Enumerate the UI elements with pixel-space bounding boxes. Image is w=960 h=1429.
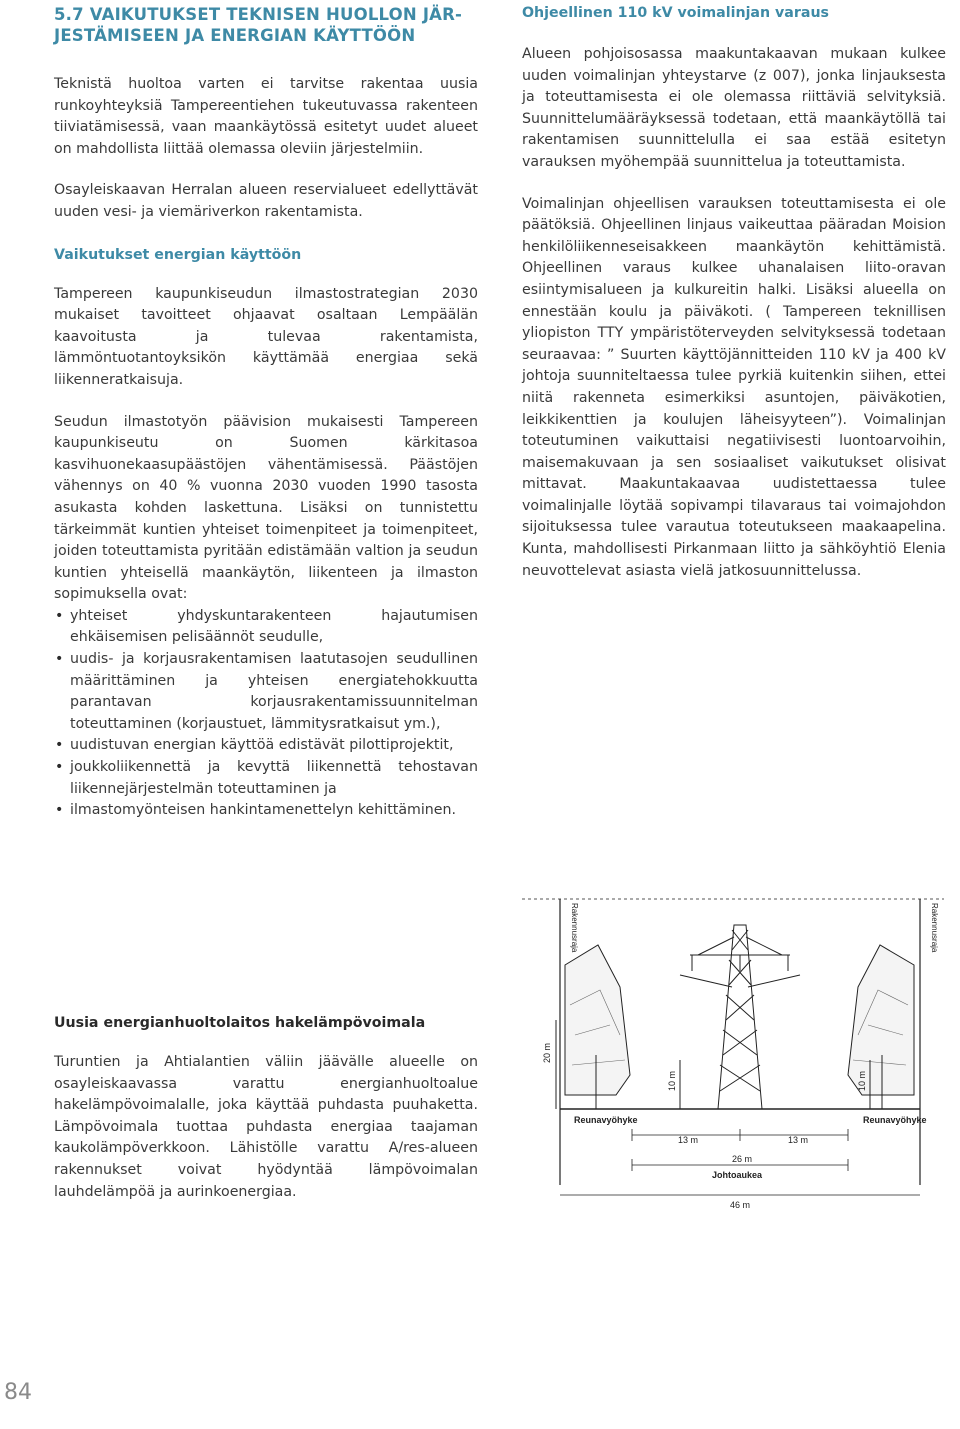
list-item: • uudis- ja korjausrakentamisen laatutasojen seudullinen määrittäminen ja yhteisen energiatehokkuutta parantavan korjausrakentamissuunnitelman toteuttaminen (korjaustuet, lämmitysratkaisut ym.), <box>54 649 478 735</box>
list-item: • ilmastomyönteisen hankintamenettelyn kehittäminen. <box>54 800 478 822</box>
section-heading: 5.7 VAIKUTUKSET TEKNISEN HUOLLON JÄR-JESTÄMISEEN JA ENERGIAN KÄYTTÖÖN <box>54 5 463 45</box>
power-line-heading: Ohjeellinen 110 kV voimalinjan varaus <box>522 5 829 21</box>
paragraph-climate-strategy: Tampereen kaupunkiseudun ilmastostrategian 2030 mukaiset tavoitteet ohjaavat osaltaan Lempäälän kaavoitusta ja tulevaa rakentamista, lämmöntuotantoyksikön käyttämää energiaa sekä liikenneratkaisuja. <box>54 285 478 388</box>
height-10m-label-right: 10 m <box>857 1070 867 1091</box>
energy-effects-heading: Vaikutukset energian käyttöön <box>54 246 302 263</box>
energy-plant-heading: Uusia energianhuoltolaitos hakelämpövoimala <box>54 1015 426 1031</box>
list-item: • yhteiset yhdyskuntarakenteen hajautumisen ehkäisemisen pelisäännöt seudulle, <box>54 606 478 649</box>
paragraph-climate-vision: Seudun ilmastotyön päävision mukaisesti Tampereen kaupunkiseutu on Suomen kärkitasoa kasvihuonekaasupäästöjen vähentämisessä. Päästöjen vähennys on 40 % vuonna 2030 vuoden 1990 tasosta asukasta kohden laskettuna. Lisäksi on tunnistettu tärkeimmät kuntien yhteiset toimenpiteet ja toimenpiteet, joiden toteuttamista pyritään edistämään valtion ja seudun kuntien yhteisellä maankäytön, liikenteen ja ilmaston sopimuksella ovat: <box>54 413 478 603</box>
width-46m-label: 46 m <box>730 1200 751 1210</box>
left-column <box>54 0 478 822</box>
rakennusraja-label-left: Rakennusraja <box>570 903 579 953</box>
edge-zone-label-left: Reunavyöhyke <box>574 1115 638 1125</box>
list-item: • uudistuvan energian käyttöä edistävät pilottiprojektit, <box>54 735 478 757</box>
width-26m-label: 26 m <box>732 1154 753 1164</box>
paragraph-technical-maintenance: Teknistä huoltoa varten ei tarvitse rakentaa uusia runkoyhteyksiä Tampereentiehen tukeutuvassa rakenteen tiiviatämisessä, vaan maankäytössä esitetyt uudet alueet on mahdollista liittää olemassa oleviin järjestelmiin. <box>54 76 478 157</box>
edge-zone-label-right: Reunavyöhyke <box>863 1115 927 1125</box>
line-corridor-label: Johtoaukea <box>712 1170 763 1180</box>
measures-list <box>54 606 478 822</box>
paragraph-reserve-areas: Osayleiskaavan Herralan alueen reservialueet edellyttävät uuden vesi- ja viemäriverkon rakentamista. <box>54 182 478 220</box>
rakennusraja-label-right: Rakennusraja <box>930 903 939 953</box>
pylon <box>680 925 800 1109</box>
tree-left <box>565 945 630 1109</box>
paragraph-power-line-need: Alueen pohjoisosassa maakuntakaavan mukaan kulkee uuden voimalinjan yhteystarve (z 007), jonka linjauksesta ja toteuttamisesta ei ole olemassa riittäviä selvityksiä. Suunnittelumääräyksessä todetaan, että maankäytöllä tai rakentamisen suunnittelulla ei saa estää esitetyn varauksen myöhempää suunnittelua ja toteuttamista. <box>522 46 946 170</box>
height-10m-label: 10 m <box>667 1070 677 1091</box>
width-13m-label-left: 13 m <box>678 1135 699 1145</box>
width-13m-label-right: 13 m <box>788 1135 809 1145</box>
right-column <box>522 0 946 602</box>
height-20m-label: 20 m <box>542 1042 552 1063</box>
paragraph-energy-plant: Turuntien ja Ahtialantien väliin jäävälle alueelle on osayleiskaavassa varattu energianhuoltoalue hakelämpövoimalalle, joka käyttää puhdasta puuhaketta. Lämpövoimala tuottaa puhdasta energiaa taajaman kaukolämpöverkkoon. Lähistölle varattu A/res-alueen rakennukset voivat hyödyntää lämpövoimalan lauhdelämpöä ja aurinkoenergiaa. <box>54 1054 478 1200</box>
paragraph-power-line-effects: Voimalinjan ohjeellisen varauksen toteuttamisesta ei ole päätöksiä. Ohjeellinen linjaus vaikeuttaa pääradan Moision henkilöliikenneseisakkeen maankäytön kehittämistä. Ohjeellinen varaus kulkee uhanalaisen liito-oravan esiintymisalueen ja kulkureitin halki. Lisäksi alueella on ennestään koulu ja päiväkoti. ( Tampereen teknillisen yliopiston TTY ympäristöterveyden selvityksessä todetaan seuraavaa: ” Suurten käyttöjännitteiden 110 kV ja 400 kV johtoja suunniteltaessa tulee pyrkiä kuitenkin siihen, ettei niitä rakenneta esimerkiksi asuntojen, päiväkotien, leikkikenttien ja koulujen läheisyyteen”). Voimalinjan toteutuminen vaikuttaisi negatiivisesti luontoarvoihin, maisemakuvaan ja sen sosiaaliset vaikutukset olisivat mittavat. Maakuntakaavaa uudistettaessa tulee voimalinjalle löytää sopivampi tilavaraus tai voimajohdon sijoituksessa tulee varautua toteutukseen maakaapelina. Kunta, mahdollisesti Pirkanmaan liitto ja sähköyhtiö Elenia neuvottelevat asiasta vielä jatkosuunnittelussa. <box>522 195 946 579</box>
power-line-cross-section-diagram <box>520 895 946 1225</box>
list-item: • joukkoliikennettä ja kevyttä liikennettä tehostavan liikennejärjestelmän toteuttaminen ja <box>54 757 478 800</box>
page-number: 84 <box>4 1380 32 1405</box>
energy-plant-section <box>54 1012 478 1223</box>
